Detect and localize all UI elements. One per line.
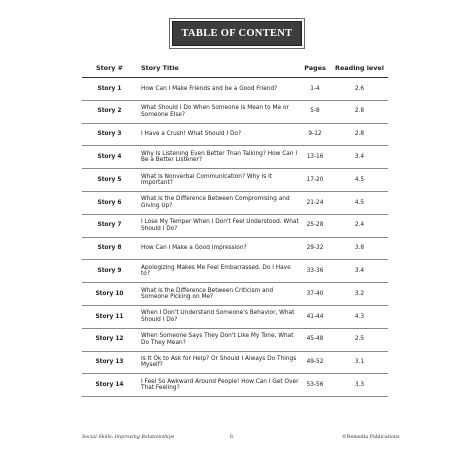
table-row bbox=[82, 305, 388, 328]
table-row bbox=[82, 191, 388, 214]
story-number: Story 3 bbox=[82, 123, 137, 146]
footer-publisher: ©Remedia Publications bbox=[342, 435, 400, 440]
table-row bbox=[82, 214, 388, 237]
story-number: Story 12 bbox=[82, 328, 137, 351]
story-title: How Can I Make Friends and be a Good Friend? bbox=[137, 78, 299, 101]
story-pages: 17-20 bbox=[299, 169, 331, 192]
story-reading-level: 4.3 bbox=[331, 305, 388, 328]
story-reading-level: 4.5 bbox=[331, 169, 388, 192]
story-pages: 29-32 bbox=[299, 237, 331, 260]
story-title: Apologizing Makes Me Feel Embarrassed. Do I Have to? bbox=[137, 260, 299, 283]
story-pages: 49-52 bbox=[299, 351, 331, 374]
story-title: What Is Nonverbal Communication? Why Is It Important? bbox=[137, 169, 299, 192]
story-reading-level: 4.5 bbox=[331, 191, 388, 214]
table-row bbox=[82, 328, 388, 351]
story-number: Story 6 bbox=[82, 191, 137, 214]
table-row bbox=[82, 351, 388, 374]
table-row bbox=[82, 237, 388, 260]
story-reading-level: 3.1 bbox=[331, 351, 388, 374]
table-row bbox=[82, 374, 388, 397]
story-number: Story 8 bbox=[82, 237, 137, 260]
story-reading-level: 3.4 bbox=[331, 260, 388, 283]
table-row bbox=[82, 100, 388, 123]
story-number: Story 9 bbox=[82, 260, 137, 283]
story-reading-level: 2.5 bbox=[331, 328, 388, 351]
story-number: Story 14 bbox=[82, 374, 137, 397]
story-pages: 21-24 bbox=[299, 191, 331, 214]
story-title: How Can I Make a Good Impression? bbox=[137, 237, 299, 260]
story-number: Story 4 bbox=[82, 146, 137, 169]
contents-table bbox=[82, 58, 388, 397]
story-reading-level: 3.8 bbox=[331, 237, 388, 260]
story-title: Why Is Listening Even Better Than Talking? How Can I Be a Better Listener? bbox=[137, 146, 299, 169]
story-title: I Feel So Awkward Around People! How Can I Get Over That Feeling? bbox=[137, 374, 299, 397]
story-number: Story 5 bbox=[82, 169, 137, 192]
table-row bbox=[82, 169, 388, 192]
header-story-title: Story Title bbox=[137, 58, 299, 78]
story-title: When I Don't Understand Someone's Behavior, What Should I Do? bbox=[137, 305, 299, 328]
table-row bbox=[82, 123, 388, 146]
story-title: What Is the Difference Between Criticism and Someone Picking on Me? bbox=[137, 283, 299, 306]
table-row bbox=[82, 260, 388, 283]
story-pages: 9-12 bbox=[299, 123, 331, 146]
table-row bbox=[82, 283, 388, 306]
title-banner bbox=[172, 21, 302, 46]
story-pages: 1-4 bbox=[299, 78, 331, 101]
page-title: TABLE OF CONTENT bbox=[181, 28, 293, 39]
story-number: Story 11 bbox=[82, 305, 137, 328]
story-title: When Someone Says They Don't Like My Tone, What Do They Mean? bbox=[137, 328, 299, 351]
story-pages: 33-36 bbox=[299, 260, 331, 283]
story-pages: 25-28 bbox=[299, 214, 331, 237]
story-number: Story 2 bbox=[82, 100, 137, 123]
story-pages: 45-48 bbox=[299, 328, 331, 351]
story-pages: 5-8 bbox=[299, 100, 331, 123]
footer-book-title: Social Skills: Improving Relationships bbox=[82, 435, 175, 440]
story-reading-level: 2.8 bbox=[331, 123, 388, 146]
story-reading-level: 2.8 bbox=[331, 100, 388, 123]
story-number: Story 1 bbox=[82, 78, 137, 101]
footer-page-number: 6 bbox=[230, 435, 234, 440]
header-reading-level: Reading level bbox=[331, 58, 388, 78]
story-title: I Lose My Temper When I Don't Feel Understood. What Should I Do? bbox=[137, 214, 299, 237]
table-row bbox=[82, 146, 388, 169]
story-reading-level: 3.3 bbox=[331, 374, 388, 397]
story-reading-level: 3.4 bbox=[331, 146, 388, 169]
story-pages: 53-56 bbox=[299, 374, 331, 397]
story-reading-level: 2.6 bbox=[331, 78, 388, 101]
story-title: What Is the Difference Between Compromising and Giving Up? bbox=[137, 191, 299, 214]
story-number: Story 10 bbox=[82, 283, 137, 306]
story-pages: 41-44 bbox=[299, 305, 331, 328]
header-story-num: Story # bbox=[82, 58, 137, 78]
header-row bbox=[82, 58, 388, 78]
story-pages: 13-16 bbox=[299, 146, 331, 169]
table-row bbox=[82, 78, 388, 101]
story-number: Story 7 bbox=[82, 214, 137, 237]
story-title: What Should I Do When Someone is Mean to Me or Someone Else? bbox=[137, 100, 299, 123]
story-reading-level: 3.2 bbox=[331, 283, 388, 306]
story-reading-level: 2.4 bbox=[331, 214, 388, 237]
story-number: Story 13 bbox=[82, 351, 137, 374]
story-title: Is It Ok to Ask for Help? Or Should I Always Do Things Myself? bbox=[137, 351, 299, 374]
header-pages: Pages bbox=[299, 58, 331, 78]
story-pages: 37-40 bbox=[299, 283, 331, 306]
story-title: I Have a Crush! What Should I Do? bbox=[137, 123, 299, 146]
